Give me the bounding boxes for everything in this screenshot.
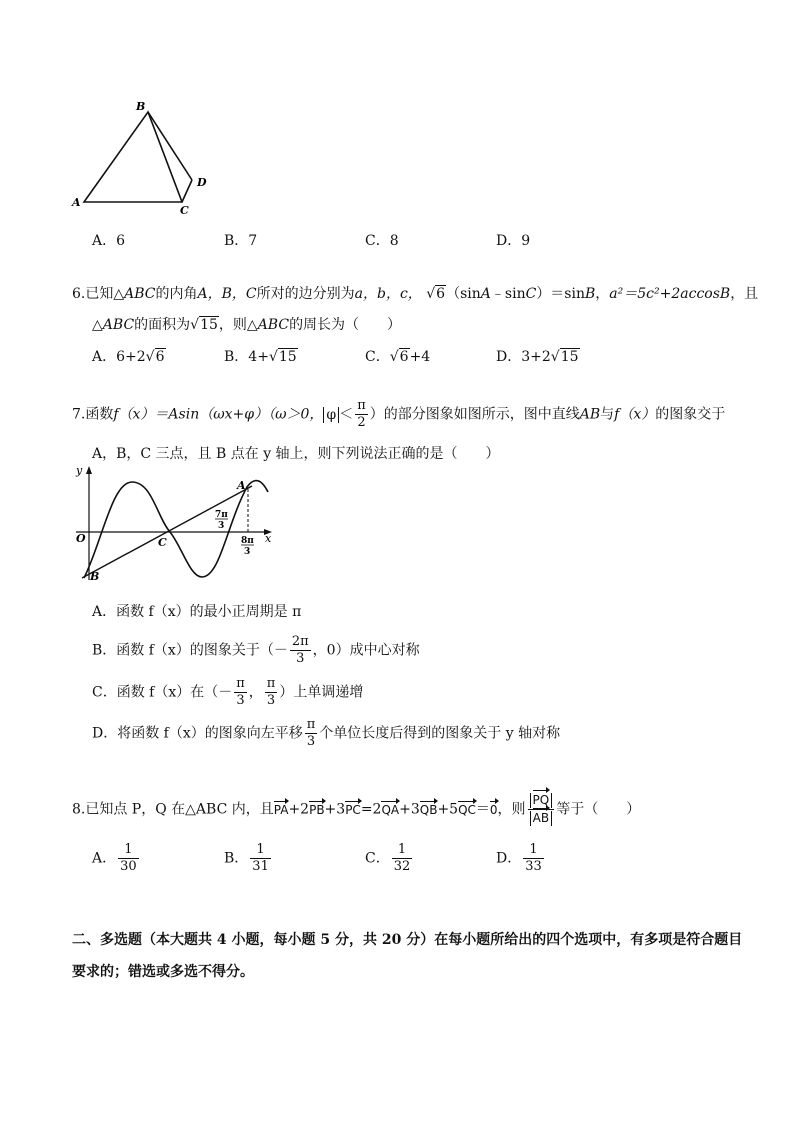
q7-option-d: D．将函数 f（x）的图象向左平移 $\frac{\pi}{3}$ 个单位长度后得到的图象关于 y 轴对称 — [92, 717, 561, 749]
q6-stem-line2: △ABC的面积为√15，则△ABC的周长为（ ） — [92, 317, 402, 333]
section2-heading-line2: 要求的；错选或多选不得分。 — [72, 964, 254, 980]
vertex-label-b: B — [136, 100, 146, 113]
q7-stem-line2: A，B，C 三点，且 B 点在 y 轴上，则下列说法正确的是（ ） — [92, 446, 500, 462]
q7-stem-line1: 7.函数f（x）＝Asin（ωx+φ）（ω＞0， φ ＜ $\frac{\pi}{2}$ ）的部分图象如图所示，图中直线AB与f（x）的图象交于 — [72, 398, 726, 430]
q6-option-a: A．6+2√6 — [92, 349, 165, 365]
q5-option-d: D．9 — [496, 233, 531, 249]
q8-option-b: B． $\frac{1}{31}$ — [224, 842, 269, 874]
sine-graph — [72, 462, 282, 587]
triangle-figure — [70, 98, 220, 218]
tick-8pi-den: 3 — [244, 547, 251, 557]
q8-stem: 8.已知点 P，Q 在△ABC 内，且PA+2PB+3PC=2QA+3QB+5QC＝0，则 $\frac{PQ}{AB}$ 等于（ ） — [72, 793, 641, 825]
vertex-label-d: D — [197, 176, 207, 189]
tick-7pi-num: 7π — [215, 510, 228, 520]
q8-option-a: A． $\frac{1}{30}$ — [92, 842, 137, 874]
q8-option-d: D． $\frac{1}{33}$ — [496, 842, 542, 874]
q7-option-c: C．函数 f（x）在（－ $\frac{\pi}{3}$ ， $\frac{\pi}{3}$ ）上单调递增 — [92, 676, 364, 708]
q5-option-b: B．7 — [224, 233, 258, 249]
q6-option-b: B．4+√15 — [224, 349, 297, 365]
tick-7pi-den: 3 — [218, 521, 225, 531]
q6-stem-line1: 6.已知△ABC的内角A，B，C所对的边分别为a，b，c， √6（sinA﹣sinC）＝sinB，a²＝5c²+2accosB，且 — [72, 286, 759, 302]
vertex-label-c: C — [180, 204, 189, 217]
origin-label: O — [76, 532, 86, 545]
point-label-b: B — [90, 570, 100, 583]
axis-label-x: x — [265, 532, 272, 545]
point-label-a: A — [237, 479, 246, 492]
section2-heading-line1: 二、多选题（本大题共 4 小题，每小题 5 分，共 20 分）在每小题所给出的四个选项中，有多项是符合题目 — [72, 932, 743, 948]
q5-option-a: A．6 — [92, 233, 126, 249]
axis-label-y: y — [76, 464, 83, 477]
q6-option-d: D．3+2√15 — [496, 349, 579, 365]
q6-option-c: C．√6+4 — [365, 349, 431, 365]
point-label-c: C — [158, 536, 167, 549]
q5-option-c: C．8 — [365, 233, 399, 249]
q7-option-b: B．函数 f（x）的图象关于（－ $\frac{2\pi}{3}$ ，0）成中心对称 — [92, 634, 420, 666]
sqrt-6: √6 — [426, 286, 446, 302]
q7-option-a: A．函数 f（x）的最小正周期是 π — [92, 604, 302, 620]
q8-option-c: C． $\frac{1}{32}$ — [365, 842, 411, 874]
vertex-label-a: A — [72, 196, 81, 209]
sqrt-15: √15 — [190, 317, 218, 333]
tick-8pi-num: 8π — [241, 536, 254, 546]
